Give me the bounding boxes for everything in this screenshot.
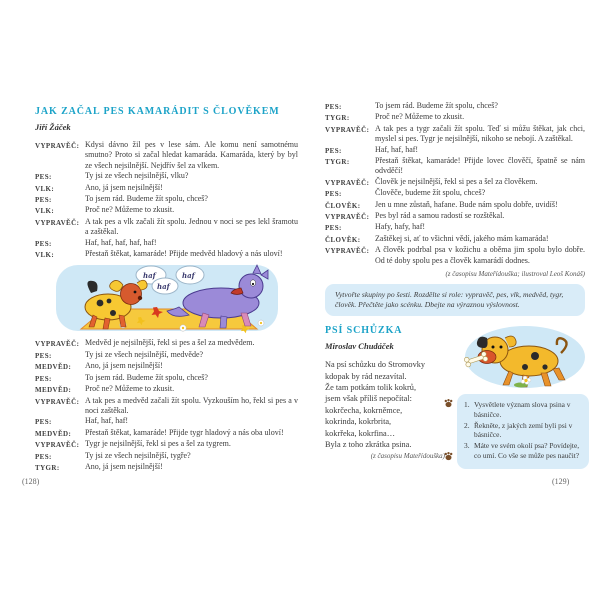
dialogue-text: Proč ne? Můžeme to zkusit. (85, 384, 175, 394)
dialogue-line (325, 124, 585, 145)
dialogue-text: Člověk je nejsilnější, řekl si pes a šel za člověkem. (375, 176, 538, 186)
dialogue-line (35, 338, 298, 349)
dialogue-line (35, 462, 298, 473)
dialogue-text: Hafy, hafy, haf! (375, 222, 426, 232)
page-right (325, 101, 585, 469)
dialogue-line (35, 428, 298, 439)
story-title: JAK ZAČAL PES KAMARÁDIT S ČLOVĚKEM (35, 106, 280, 117)
dialogue-line (325, 177, 585, 188)
speaker-label: MEDVĚD: (35, 386, 72, 395)
illustration-dog-with-bone (457, 325, 589, 391)
dialogue-text: Haf, haf, haf! (85, 416, 129, 426)
speaker-label: PES: (35, 418, 52, 427)
dialogue-line (35, 171, 298, 182)
speaker-label: VLK: (35, 184, 55, 193)
dialogue-line (35, 416, 298, 427)
speaker-label: PES: (35, 452, 52, 461)
dialogue-line (35, 373, 298, 384)
exercise-number: 2. (464, 420, 470, 430)
dialogue-text: Ty jsi ze všech nejsilnější, tygře? (85, 450, 191, 460)
dialogue-line (325, 145, 585, 156)
dialogue-text: Proč ne? Můžeme to zkusit. (375, 112, 465, 122)
dialogue-text: A tak pes a vlk začali žít spolu. Jednou v noci se pes lekl šramotu a zaštěkal. (85, 216, 298, 237)
story-author: Jiří Žáček (35, 122, 71, 132)
dialogue-line (325, 211, 585, 222)
dialogue-line (35, 350, 298, 361)
speaker-label: PES: (35, 374, 52, 383)
speaker-label: PES: (325, 103, 342, 111)
svg-text:haf: haf (157, 282, 170, 292)
speaker-label: VYPRAVĚČ: (325, 125, 370, 134)
page-number-left: (128) (22, 477, 40, 486)
dialogue-text: Ty jsi ze všech nejsilnější, vlku? (85, 171, 189, 181)
speaker-label: MEDVĚD: (35, 429, 72, 438)
exercise-item (464, 421, 582, 441)
dialogue-line (35, 384, 298, 395)
dialogue-text: Tygr je nejsilnější, řekl si pes a šel za tygrem. (85, 439, 231, 449)
dialogue-line (325, 222, 585, 233)
speaker-label: PES: (325, 146, 342, 155)
dialogue-line (35, 238, 298, 249)
dialogue-text: Zaštěkej si, ať to všichni vědí, jakého mám kamaráda! (375, 233, 549, 243)
dialogue-line (35, 205, 298, 216)
dialogue-line (325, 234, 585, 245)
poem-lines (325, 359, 451, 450)
dialogue-text: Člověče, budeme žít spolu, chceš? (375, 188, 486, 198)
dialogue-text: Haf, haf, haf! (375, 144, 419, 154)
group-task-box: Vytvořte skupiny po šesti. Rozdělte si role: vypravěč, pes, vlk, medvěd, tygr, člověk. Přečtěte jako scénku. Dbejte na výraznou výslovnost. (325, 284, 585, 316)
exercise-item (464, 400, 582, 420)
poem-line: kdopak by rád nezavítal. (325, 371, 407, 381)
speaker-label: VYPRAVĚČ: (35, 441, 80, 450)
dialogue-line (35, 183, 298, 194)
dialogue-text: A člověk podrbal psa v kožichu a oběma jim spolu bylo dobře. Od té doby spolu pes a člověk kamarádí dodnes. (375, 245, 585, 265)
poem-section (325, 325, 585, 469)
exercise-text: Máte ve svém okolí psa? Povídejte, co umí. Co vše se může pes naučit? (474, 441, 580, 461)
dialogue-line (35, 194, 298, 205)
dialogue-text: Přestaň štěkat, kamaráde! Přijde medvěd hladový a nás uloví! (85, 249, 283, 259)
speaker-label: TYGR: (325, 158, 350, 167)
poem-line: Na psí schůzku do Stromovky (325, 360, 426, 370)
page-left (35, 106, 298, 473)
dialogue-part-2 (35, 338, 298, 473)
dialogue-text: Haf, haf, haf, haf, haf! (85, 237, 157, 247)
dialogue-text: Kdysi dávno žil pes v lese sám. Ale komu není samotnému smutno? Proto si začal hledat kamaráda. Kamaráda, který by byl ze všech nejsilnější. Nejdřív šel za vlkem. (85, 140, 298, 170)
speaker-label: VYPRAVĚČ: (325, 178, 370, 187)
speaker-label: PES: (325, 190, 342, 199)
dialogue-text: Jen u mne zůstaň, hafane. Bude nám spolu dobře, uvidíš! (375, 199, 558, 209)
speaker-label: PES: (35, 239, 52, 248)
poem-line: Byla z toho zkrátka psina. (325, 439, 412, 449)
speaker-label: VYPRAVĚČ: (325, 213, 370, 222)
dialogue-text: Proč ne? Můžeme to zkusit. (85, 205, 175, 215)
speaker-label: ČLOVĚK: (325, 201, 361, 210)
speaker-label: MEDVĚD: (35, 363, 72, 372)
dialogue-text: Medvěd je nejsilnější, řekl si pes a šel za medvědem. (85, 338, 255, 348)
speaker-label: VYPRAVĚČ: (35, 218, 80, 227)
dialogue-text: Pes byl rád a samou radostí se rozštěkal. (375, 211, 505, 221)
speaker-label: TYGR: (35, 463, 60, 472)
speaker-label: PES: (325, 224, 342, 233)
speaker-label: VYPRAVĚČ: (325, 247, 370, 256)
dialogue-line (325, 156, 585, 177)
speaker-label: VYPRAVĚČ: (35, 340, 80, 349)
svg-text:haf: haf (143, 271, 156, 281)
exercise-box (457, 394, 589, 469)
poem-line: Že tam potkám tolik kokrů, (325, 382, 417, 392)
dialogue-text: A tak pes a tygr začali žít spolu. Teď si můžu štěkat, jak chci, myslel si pes. Tygr je nejsilnější, nikoho se nebojí. A zaštěkal. (375, 123, 585, 144)
poem-line: kokrřeka, kokrfina… (325, 428, 396, 438)
paw-icon (444, 451, 453, 461)
dialogue-text: To jsem rád. Budeme žít spolu, chceš? (85, 194, 208, 204)
story-attribution: (z časopisu Mateřídouška; ilustroval Leoš Konáš) (445, 270, 585, 279)
exercise-number: 1. (464, 400, 470, 410)
speaker-label: VLK: (35, 251, 55, 260)
page-number-right: (129) (552, 477, 570, 486)
speaker-label: ČLOVĚK: (325, 235, 361, 244)
dialogue-line (325, 200, 585, 211)
dialogue-part-1 (35, 140, 298, 260)
dialogue-text: Přestaň štěkat, kamaráde! Přijde tygr hladový a nás oba uloví! (85, 427, 284, 437)
exercise-list (464, 400, 582, 461)
poem-line: kokrinda, kokrbrita, (325, 417, 392, 427)
dialogue-line (325, 112, 585, 123)
dialogue-line (35, 396, 298, 417)
dialogue-line (325, 188, 585, 199)
speaker-label: PES: (35, 173, 52, 182)
poem-line: kokrčecha, kokrněmce, (325, 405, 403, 415)
poem-line: jsem však příliš nepočítal: (325, 394, 412, 404)
speaker-label: VYPRAVĚČ: (35, 397, 80, 406)
dialogue-line (35, 361, 298, 372)
dialogue-line (325, 245, 585, 266)
dialogue-text: Ano, já jsem nejsilnější! (85, 361, 163, 371)
illustration-dog-and-wolf (53, 263, 281, 335)
dialogue-line (35, 140, 298, 171)
svg-text:haf: haf (182, 271, 195, 281)
dialogue-line (35, 249, 298, 260)
dialogue-text: Ano, já jsem nejsilnější! (85, 182, 163, 192)
dialogue-line (325, 101, 585, 112)
speaker-label: TYGR: (325, 114, 350, 123)
dialogue-line (35, 451, 298, 462)
dialogue-text: To jsem rád. Budeme žít spolu, chceš? (375, 101, 498, 110)
dialogue-text: To jsem rád. Budeme žít spolu, chceš? (85, 372, 208, 382)
speaker-label: PES: (35, 196, 52, 205)
poem-attribution: (z časopisu Mateřídouška) (370, 452, 445, 461)
speaker-label: VLK: (35, 207, 55, 216)
dialogue-text: A tak pes a medvěd začali žít spolu. Vyzkouším ho, řekl si pes a v noci zaštěkal. (85, 395, 298, 415)
dialogue-text: Přestaň štěkat, kamaráde! Přijde lovec člověčí, špatně se nám odvděčí! (375, 156, 585, 176)
speaker-label: PES: (35, 351, 52, 360)
dialogue-text: Ano, já jsem nejsilnější! (85, 461, 163, 471)
paw-icon (444, 398, 453, 408)
exercise-text: Řekněte, z jakých zemí byli psi v básničce. (474, 420, 573, 440)
dialogue-line (35, 439, 298, 450)
poem-title: PSÍ SCHŮZKA (325, 325, 403, 337)
dialogue-text: Ty jsi ze všech nejsilnější, medvěde? (85, 349, 204, 359)
exercise-text: Vysvětlete význam slova psina v básničce. (474, 400, 571, 419)
exercise-number: 3. (464, 441, 470, 451)
speaker-label: VYPRAVĚČ: (35, 142, 80, 150)
exercise-item (464, 441, 582, 461)
dialogue-line (35, 217, 298, 238)
dialogue-continued (325, 101, 585, 266)
poem-author: Miroslav Chudáček (325, 341, 394, 352)
